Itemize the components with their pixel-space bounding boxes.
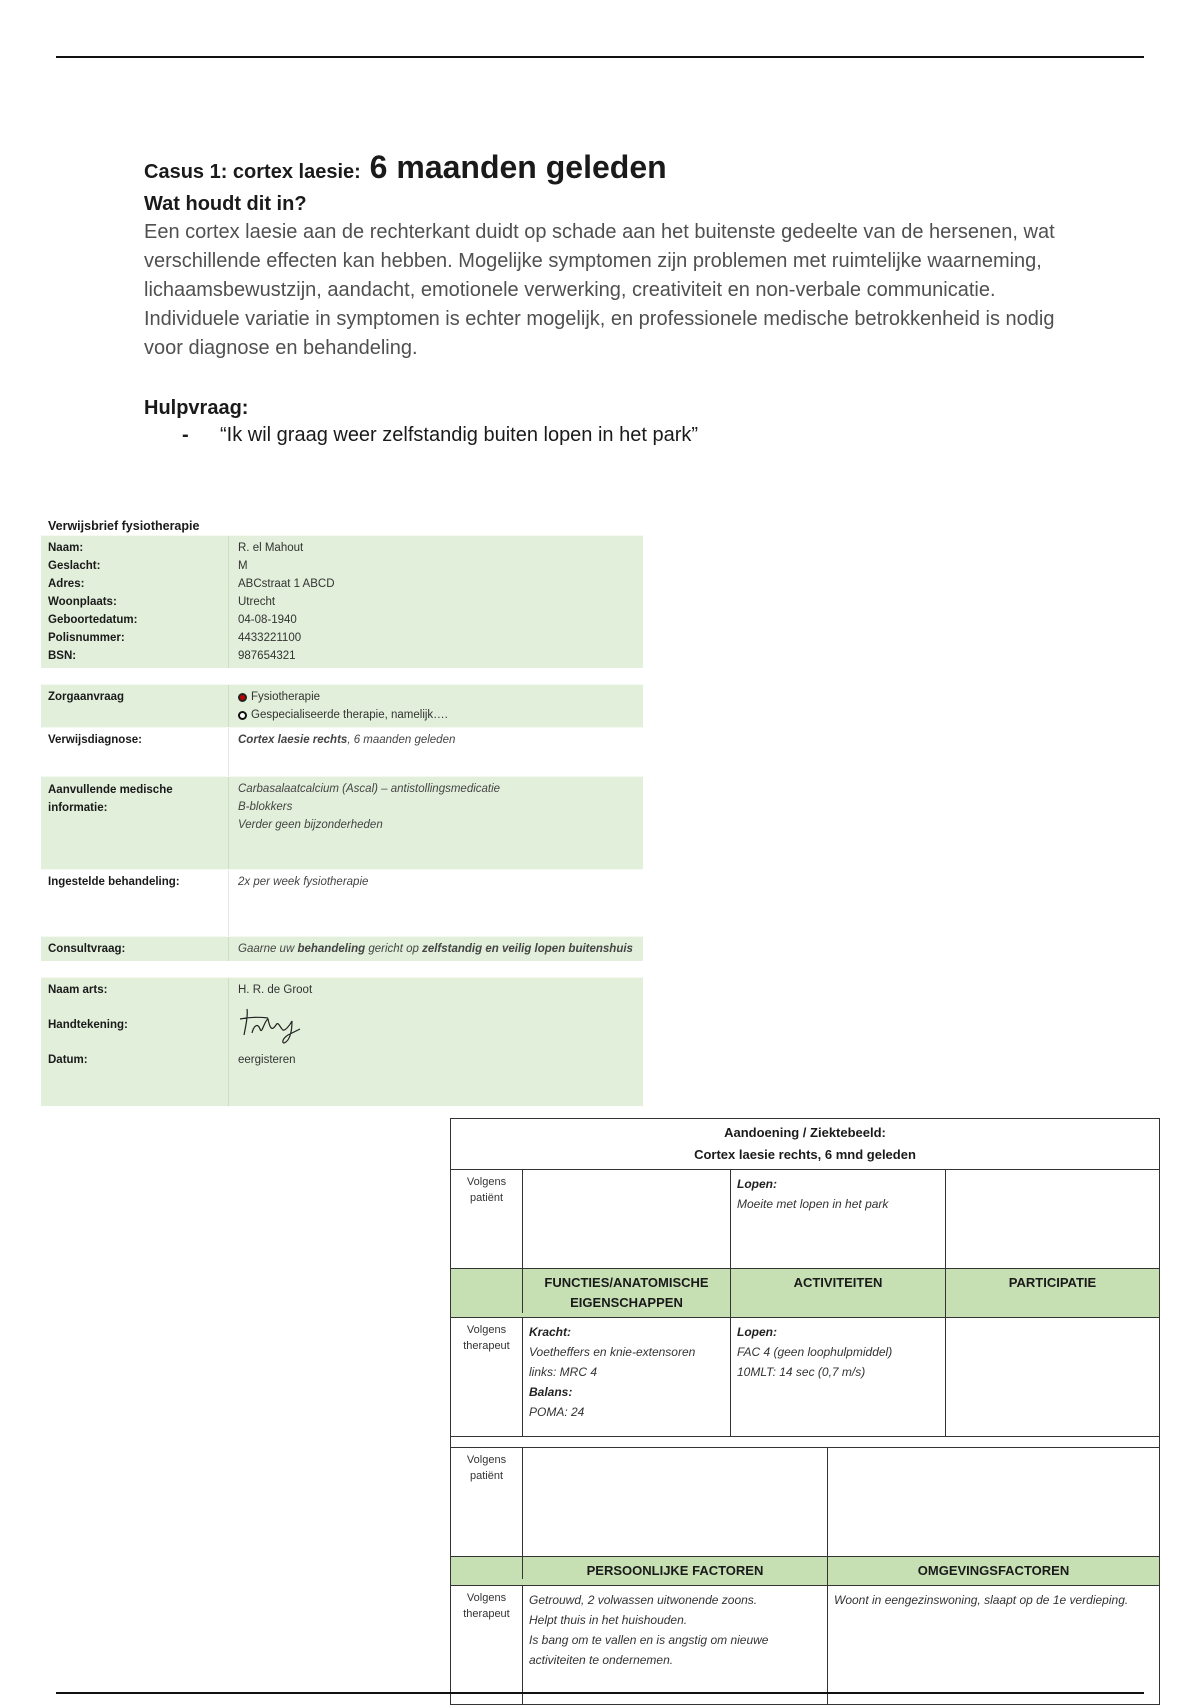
help-question-text: “Ik wil graag weer zelfstandig buiten lopen in het park” [220, 424, 699, 447]
medical-info-label: Aanvullende medische informatie: [41, 777, 229, 869]
side-label-patient-2: Volgens patiënt [451, 1448, 523, 1556]
icf-factors-row [451, 1557, 1159, 1586]
consult-label: Consultvraag: [48, 943, 126, 955]
col-personal: PERSOONLIJKE FACTOREN [523, 1557, 828, 1585]
icf-row-therapist-2 [451, 1586, 1159, 1704]
bsn-label: BSN: [48, 650, 77, 662]
option-fysiotherapie: Fysiotherapie [238, 688, 643, 706]
doctor-label: Naam arts: [48, 984, 108, 996]
medical-info-block [41, 776, 643, 869]
referral-title: Verwijsbrief fysiotherapie [48, 519, 200, 533]
date-label: Datum: [48, 1054, 88, 1066]
medical-line-2: B-blokkers [238, 801, 293, 813]
help-question-label: Hulpvraag: [144, 397, 249, 420]
personal-line-2: Helpt thuis in het huishouden. [529, 1613, 688, 1627]
treatment-label: Ingestelde behandeling: [48, 876, 180, 888]
consult-block [41, 936, 643, 961]
medical-line-3: Verder geen bijzonderheden [238, 819, 383, 831]
bsn-value: 987654321 [238, 650, 296, 662]
kracht-text: Voetheffers en knie-extensoren links: MRC 4 [529, 1345, 696, 1379]
date-value: eergisteren [238, 1054, 296, 1066]
diagnosis-rest: , 6 maanden geleden [347, 734, 456, 746]
city-label: Woonplaats: [48, 596, 117, 608]
help-question-item [182, 424, 1074, 447]
page-title [144, 150, 1074, 185]
patient-activity-text: Moeite met lopen in het park [737, 1197, 889, 1211]
col-functions: FUNCTIES/ANATOMISCHE EIGENSCHAPPEN [523, 1269, 731, 1317]
name-label: Naam: [48, 542, 84, 554]
icf-header-line2: Cortex laesie rechts, 6 mnd geleden [694, 1147, 916, 1162]
side-label-therapist: Volgens therapeut [451, 1318, 523, 1436]
lopen-line2: 10MLT: 14 sec (0,7 m/s) [737, 1365, 866, 1379]
title-prefix: Casus 1: cortex laesie: [144, 161, 361, 183]
side-label-patient: Volgens patiënt [451, 1170, 523, 1268]
referral-letter [41, 519, 643, 1106]
city-value: Utrecht [238, 596, 276, 608]
col-environment: OMGEVINGSFACTOREN [917, 1563, 1070, 1578]
address-label: Adres: [48, 578, 85, 590]
care-request-label: Zorgaanvraag [48, 691, 125, 703]
col-activities: ACTIVITEITEN [731, 1269, 946, 1317]
icf-row-patient-1 [451, 1170, 1159, 1269]
care-request-block [41, 684, 643, 727]
patient-activity-title: Lopen: [737, 1177, 777, 1191]
bullet-dash: - [182, 424, 189, 447]
diagnosis-block [41, 727, 643, 776]
name-value: R. el Mahout [238, 542, 304, 554]
radio-unselected-icon [238, 711, 247, 720]
icf-header [451, 1119, 1159, 1170]
diagnosis-bold: Cortex laesie rechts [238, 734, 348, 746]
case-intro [144, 150, 1074, 447]
side-label-therapist-2: Volgens therapeut [451, 1586, 523, 1704]
treatment-value: 2x per week fysiotherapie [238, 876, 369, 888]
title-main: 6 maanden geleden [369, 149, 667, 185]
diagnosis-label: Verwijsdiagnose: [48, 734, 142, 746]
icf-row-patient-2 [451, 1448, 1159, 1557]
birthdate-label: Geboortedatum: [48, 614, 138, 626]
gender-label: Geslacht: [48, 560, 101, 572]
icf-columns-row [451, 1269, 1159, 1318]
birthdate-value: 04-08-1940 [238, 614, 297, 626]
treatment-block [41, 869, 643, 936]
personal-line-3: Is bang om te vallen en is angstig om nieuwe activiteiten te ondernemen. [529, 1633, 769, 1667]
icf-row-therapist-1 [451, 1318, 1159, 1437]
address-value: ABCstraat 1 ABCD [238, 578, 335, 590]
personal-block [41, 535, 643, 668]
radio-selected-icon [238, 693, 247, 702]
environment-text: Woont in eengezinswoning, slaapt op de 1e verdieping. [834, 1593, 1129, 1607]
policy-label: Polisnummer: [48, 632, 125, 644]
personal-line-1: Getrouwd, 2 volwassen uitwonende zoons. [529, 1593, 758, 1607]
balans-text: POMA: 24 [529, 1405, 585, 1419]
lopen-line1: FAC 4 (geen loophulpmiddel) [737, 1345, 893, 1359]
kracht-title: Kracht: [529, 1325, 572, 1339]
balans-title: Balans: [529, 1385, 573, 1399]
medical-line-1: Carbasalaatcalcium (Ascal) – antistollingsmedicatie [238, 783, 501, 795]
icf-header-line1: Aandoening / Ziektebeeld: [724, 1125, 886, 1140]
policy-value: 4433221100 [238, 632, 302, 644]
consult-text: Gaarne uw behandeling gericht op zelfstandig en veilig lopen buitenshuis [238, 943, 633, 955]
intro-paragraph: Een cortex laesie aan de rechterkant duidt op schade aan het buitenste gedeelte van de hersenen, wat verschillende effecten kan hebben. Mogelijke symptomen zijn problemen met ruimtelijke waarneming, lichaamsbewustzijn, aandacht, emotionele verwerking, creativiteit en non-verbale communicatie. Individuele variatie in symptomen is echter mogelijk, en professionele medische betrokkenheid is nodig voor diagnose en behandeling. [144, 221, 1055, 360]
signature-icon [238, 1005, 308, 1045]
signature-label: Handtekening: [48, 1019, 128, 1031]
icf-table [450, 1118, 1160, 1705]
doctor-block [41, 977, 643, 1106]
option-specialized: Gespecialiseerde therapie, namelijk…. [238, 706, 643, 724]
bottom-rule [56, 1692, 1144, 1694]
gender-value: M [238, 560, 248, 572]
subheading: Wat houdt dit in? [144, 193, 307, 216]
col-participation: PARTICIPATIE [1008, 1275, 1097, 1290]
lopen-title: Lopen: [737, 1325, 777, 1339]
doctor-value: H. R. de Groot [238, 984, 313, 996]
top-rule [56, 56, 1144, 58]
